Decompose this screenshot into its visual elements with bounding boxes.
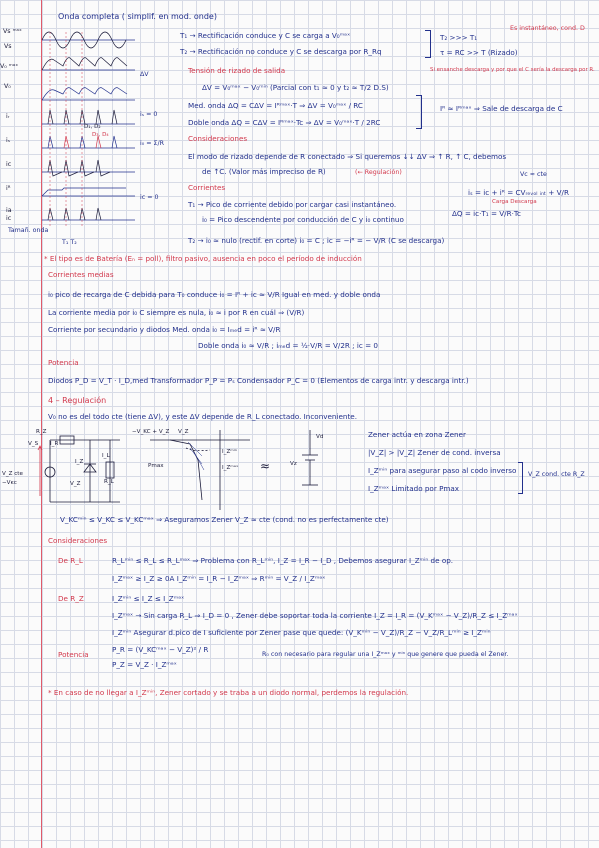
- time-axis-t1t2: T₁ T₂: [62, 239, 77, 246]
- diode-label-d3d4: D₃, D₄: [92, 132, 109, 138]
- approx-symbol: ≈: [260, 459, 271, 473]
- delta-v-equation: ΔV = V₀ᵐᵃˣ − V₀ᵐⁱⁿ (Parcial con t₁ ≈ 0 y t₂ ≈ T/2 D.S): [202, 83, 389, 92]
- zener-note-4: I_Zᵐᵃˣ Limitado por Pmax: [368, 484, 460, 493]
- full-wave-eq: Doble onda ΔQ = CΔV = Iᴿᵐᵃˣ·Tc ⇒ ΔV = V₀ᵐᵃˣ·T / 2RC: [188, 118, 381, 127]
- corrientes-medias-heading: Corrientes medias: [48, 270, 114, 279]
- diode-label-d1d2: D₁, D₂: [84, 124, 101, 130]
- time-relation: T₂ >>> T₁: [440, 33, 478, 42]
- graph-label-pmax: Pmax: [148, 463, 164, 469]
- de-rl-heading: De R_L: [58, 556, 83, 565]
- rizado-bracket: [416, 95, 422, 129]
- pot2-line-2: P_Z = V_Z · I_Zᵐᵃˣ: [112, 660, 177, 669]
- pot2-line-1: P_R = (V_KCᵐᵃˣ − V_Z)² / R: [112, 645, 209, 654]
- consideraciones-line-2: de ↑C. (Valor más impreciso de R): [202, 167, 326, 176]
- t1-line: T₁ → Rectificación conduce y C se carga a V₀ᵐᵃˣ: [180, 31, 351, 40]
- section1-heading: Onda completa ( simplif. en mod. onde): [58, 12, 217, 21]
- graph-label-vkc-vz: −V_KC + V_Z: [132, 429, 170, 435]
- avg-ic: iᴄ = 0: [140, 194, 159, 201]
- circuit-label-ir: I_R: [50, 441, 59, 447]
- zener-note-1: Zener actúa en zona Zener: [368, 430, 466, 439]
- potencia-line-1: Diodos P_D = V_T · I_D,med Transformador P_P = Pₛ Condensador P_C = 0 (Elementos de carga intr. y descarga intr.): [48, 376, 469, 385]
- final-note: * En caso de no llegar a I_Zᵐⁱⁿ, Zener cortado y se traba a un diodo normal, perdemos la regulación.: [48, 688, 409, 697]
- wave-label-vs: Vs: [4, 43, 12, 50]
- potencia-heading-1: Potencia: [48, 358, 79, 367]
- circuit-label-vz: V_Z: [70, 481, 81, 487]
- consideraciones-line-1: El modo de rizado depende de R conectado ⇒ Si queremos ↓↓ ΔV ⇒ ↑ R, ↑ C, debemos: [188, 152, 507, 161]
- wave-label-vomax: V₀ ᵐᵃˣ: [0, 63, 19, 70]
- rl-line-2: I_Zᵐᵃˣ ≥ I_Z ≥ 0A I_Zᵐⁱⁿ = I_R − I_Zᵐᵃˣ ⇒ Rᵐⁱⁿ = V_Z / I_Zᵐᵃˣ: [112, 574, 326, 583]
- wave-label-is: iₛ: [6, 137, 11, 144]
- circuit-label-il: I_L: [102, 453, 110, 459]
- top-right-note: Vᴄ ≈ cte: [520, 171, 547, 178]
- t2-line: T₂ → Rectificación no conduce y C se descarga por R_Rq: [180, 47, 382, 56]
- rl-line-1: R_Lᵐⁱⁿ ≤ R_L ≤ R_Lᵐᵃˣ ⇒ Problema con R_Lᵐⁱⁿ, I_Z = I_R − I_D , Debemos asegurar I_Zᵐⁱⁿ de op.: [112, 556, 454, 565]
- cm-line-1: i₀ pico de recarga de C debida para T₀ conduce i₀ = Iᴿ + iᴄ ≈ V/R Igual en med. y doble onda: [48, 290, 381, 299]
- de-rz-heading: De R_Z: [58, 594, 84, 603]
- potencia-heading-2: Potencia: [58, 650, 89, 659]
- circuit-label-rz: R_Z: [36, 429, 47, 435]
- tau-relation: τ = RC >> T (Rizado): [440, 48, 518, 57]
- consideraciones-heading-2: Consideraciones: [48, 536, 108, 545]
- pot2-note: R₀ con necesario para regular una I_Zᵐᵃˣ y ᵐⁱⁿ que genere que pueda el Zener.: [262, 651, 509, 658]
- wave-label-vsmax: Vs ᵐᵃˣ: [3, 28, 22, 35]
- wave-label-ic2: ic: [6, 215, 12, 222]
- rz-line-0: I_Zᵐⁱⁿ ≤ I_Z ≤ I_Zᵐᵃˣ: [112, 594, 185, 603]
- avg-io: i₀ = Σ/R: [140, 140, 165, 147]
- cm-line-2: La corriente media por i₀ C siempre es nula, i₀ ≈ i por R en cuál ⇒ (V/R): [48, 308, 305, 317]
- wave-label-iR: iᴿ: [6, 185, 11, 192]
- side-equation-1: iₛ = iᴄ + iᴿ = CVᵣₑᵥₒₗ ᵢₙₜ + V/R: [468, 188, 569, 197]
- tamano-onda-label: Tamañ. onda: [8, 227, 49, 234]
- circuit-label-vkc: −Vᴋᴄ: [2, 480, 17, 486]
- corrientes-t1: T₁ → Pico de corriente debido por cargar casi instantáneo.: [188, 200, 397, 209]
- circuit-label-rl: R_L: [104, 479, 114, 485]
- current-note: Iᴿ ≈ Iᴿᵐᵃˣ ⇒ Sale de descarga de C: [440, 104, 563, 113]
- corrientes-heading: Corrientes: [188, 183, 226, 192]
- consideraciones-heading-1: Consideraciones: [188, 134, 248, 143]
- cm-line-3: Corriente por secundario y diodos Med. onda i₀ = Iₘₑd = iᴿ ≈ V/R: [48, 325, 281, 334]
- zener-bracket: [518, 462, 523, 494]
- cm-line-4: Doble onda i₀ ≈ V/R ; iₘₑd = ½·V/R = V/2R ; iᴄ = 0: [198, 341, 379, 350]
- corrientes-t2: T₂ → i₀ ≈ nulo (rectif. en corte) i₀ = C ; iᴄ = −iᴿ = − V/R (C se descarga): [188, 236, 445, 245]
- circuit-label-vs: V_S: [28, 441, 39, 447]
- regulacion-ref: (← Regulación): [355, 169, 402, 176]
- zener-circuit-sketch: [28, 432, 138, 512]
- graph-label-izmin: I_Zᵐⁱⁿ: [222, 449, 237, 455]
- zener-note-side: V_Z cond. cte R_Z: [528, 471, 585, 478]
- red-note-descarga: Si ensanche descarga y por que el C sería la descarga por R.: [430, 67, 595, 73]
- zener-note-2: |V_Z| > |V_Z| Zener de cond. inversa: [368, 448, 501, 457]
- rz-line-2: I_Zᵐⁱⁿ Asegurar d.pico de I suficiente por Zener pase que quede: (V_Kᵐⁱⁿ − V_Z)/R_Z − V_Z/R_Lᵐⁱⁿ ≥ I_Zᵐⁱⁿ: [112, 628, 491, 637]
- corrientes-io: i₀ = Pico descendente por conducción de C y i₀ continuo: [202, 215, 404, 224]
- avg-is: iₛ = 0: [140, 111, 158, 118]
- star-note-bateria: * El tipo es de Batería (Eₙ = poll), filtro pasivo, ausencia en poco el período de inducción: [44, 254, 362, 263]
- red-note-instant: Es instantáneo, cond. D: [510, 25, 585, 32]
- t-bracket: [425, 30, 431, 58]
- rectifier-waveforms-sketch: [0, 22, 140, 242]
- graph-label-vz: V_Z: [178, 429, 189, 435]
- delta-v-marker: ΔV: [140, 71, 149, 78]
- side-equation-2: ΔQ = iᴄ·T₁ = V/R·Tc: [452, 209, 521, 218]
- wave-label-ia: ia: [6, 207, 12, 214]
- side-note-carga: Carga Descarga: [492, 199, 537, 205]
- circuit-label-vzcte: V_Z cte: [2, 471, 23, 477]
- rz-line-1: I_Zᵐᵃˣ → Sin carga R_L ⇒ I_D = 0 , Zener debe soportar toda la corriente I_Z = I_R = (V_Kᵐᵃˣ − V_Z)/R_Z ≤ I_Zᵐᵃˣ: [112, 611, 518, 620]
- graph-label-izmax: I_Zᵐᵃˣ: [222, 465, 239, 471]
- wave-label-ic: iᴄ: [6, 161, 12, 168]
- regulacion-intro: V₀ no es del todo cte (tiene ΔV), y este ΔV depende de R_L conectado. Inconveniente.: [48, 412, 357, 421]
- range-equation: V_KCᵐⁱⁿ ≤ V_KC ≤ V_KCᵐᵃˣ ⇒ Aseguramos Zener V_Z ≈ cte (cond. no es perfectamente cte): [60, 515, 389, 524]
- half-wave-eq: Med. onda ΔQ = CΔV = Iᴿᵐᵃˣ·T ⇒ ΔV = V₀ᵐᵃˣ / RC: [188, 101, 363, 110]
- zener-note-3: I_Zᵐⁱⁿ para asegurar paso al codo inverso: [368, 466, 517, 475]
- equiv-label-vd: Vd: [316, 434, 324, 440]
- section2-heading: 4 – Regulación: [48, 396, 107, 405]
- tension-rizado-heading: Tensión de rizado de salida: [188, 66, 286, 75]
- wave-label-ir: iᵣ: [6, 113, 10, 120]
- equiv-label-vz: Vz: [290, 461, 297, 467]
- wave-label-vo: V₀: [4, 83, 11, 90]
- circuit-label-iz: I_Z: [75, 459, 84, 465]
